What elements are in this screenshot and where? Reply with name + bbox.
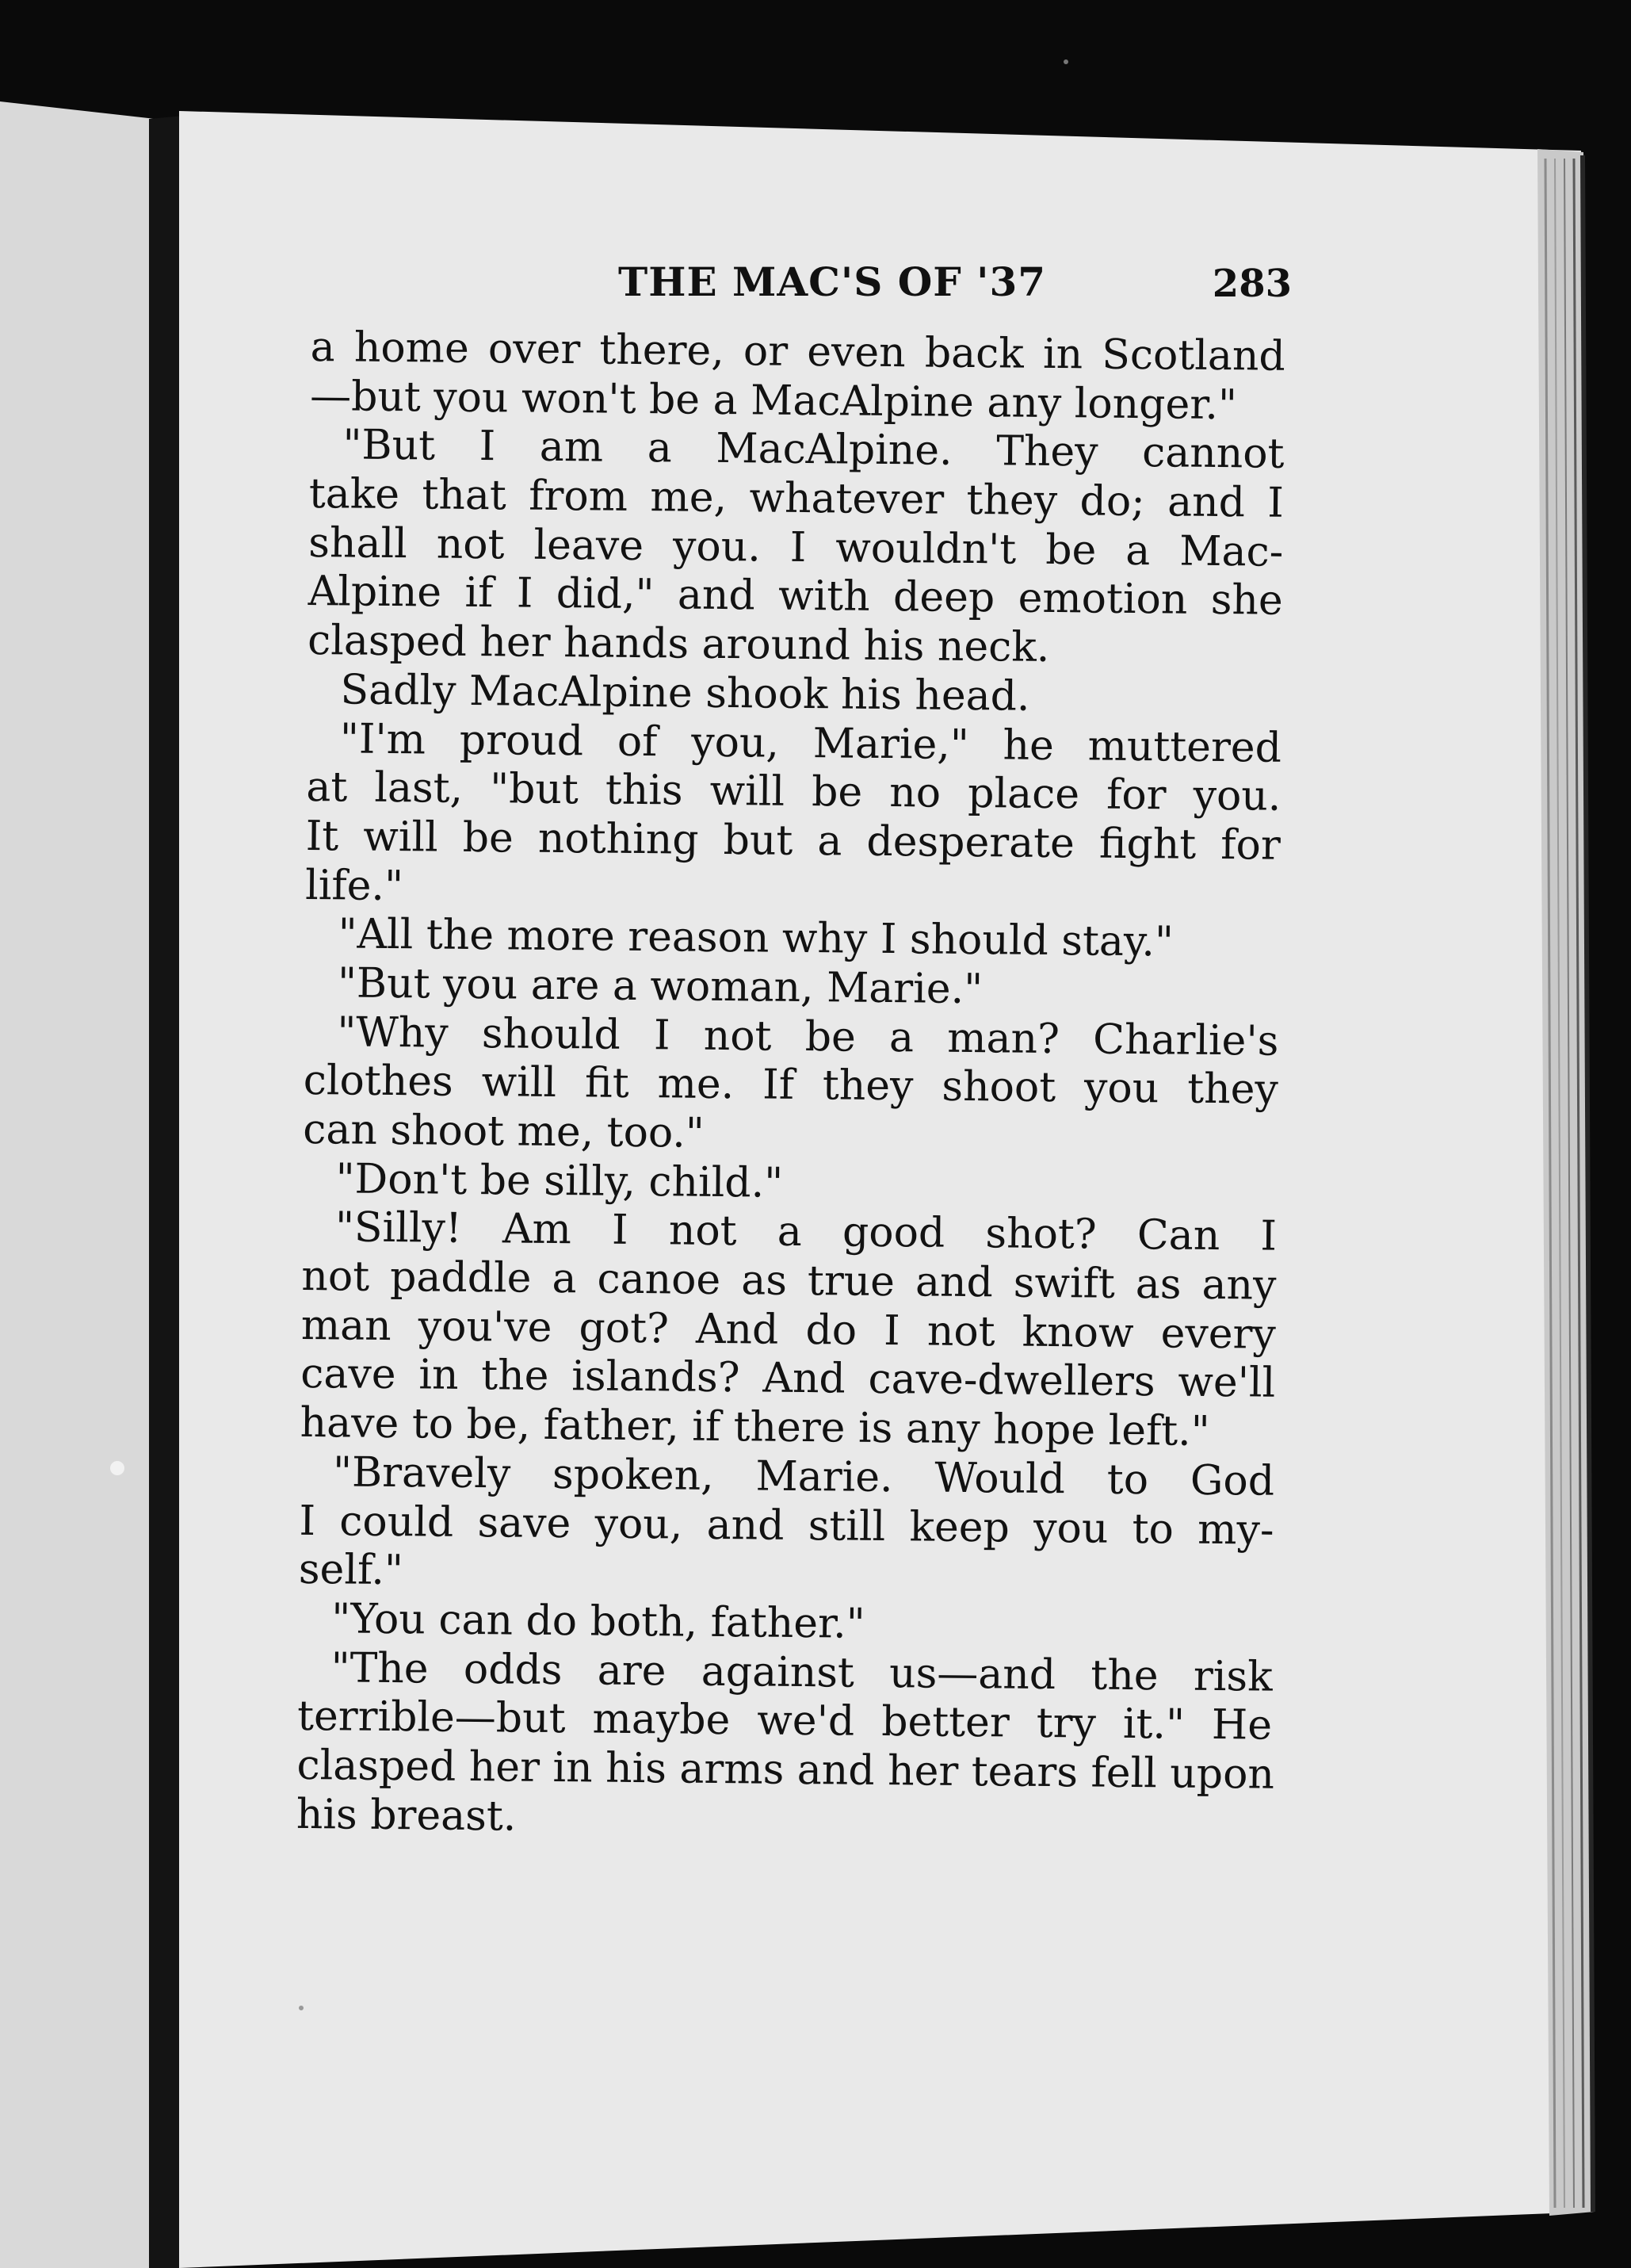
text-line: "But you are a woman, Marie." — [337, 959, 984, 1014]
text-line: Alpine if I did," and with deep emotion she — [307, 568, 1283, 625]
text-line: "All the more reason why I should stay." — [338, 910, 1175, 966]
text-line: not paddle a canoe as true and swift as any — [301, 1253, 1277, 1310]
text-line: "Why should I not be a man? Charlie's — [337, 1008, 1279, 1065]
text-line: take that from me, whatever they do; and I — [308, 470, 1285, 527]
text-line: self." — [298, 1546, 404, 1595]
page-number: 283 — [1212, 262, 1292, 306]
text-line: life." — [304, 861, 404, 910]
text-line: "You can do both, father." — [331, 1595, 865, 1648]
text-line: "But I am a MacAlpine. They cannot — [342, 421, 1285, 479]
text-line: I could save you, and still keep you to my- — [299, 1497, 1274, 1555]
body-text — [296, 323, 1285, 1849]
text-line: clothes will fit me. If they shoot you they — [303, 1057, 1279, 1115]
text-line: can shoot me, too." — [302, 1105, 705, 1157]
text-line: at last, "but this will be no place for you. — [306, 763, 1282, 820]
text-line: shall not leave you. I wouldn't be a Mac- — [308, 518, 1284, 576]
text-line: cave in the islands? And cave-dwellers we'll — [300, 1350, 1276, 1408]
text-line: clasped her in his arms and her tears fell upon — [296, 1741, 1275, 1799]
text-line: man you've got? And do I not know every — [300, 1301, 1277, 1359]
text-line: It will be nothing but a desperate fight for — [305, 812, 1282, 870]
running-head: THE MAC'S OF '37 — [618, 258, 1047, 305]
text-line: "Don't be silly, child." — [335, 1155, 784, 1207]
text-line: his breast. — [296, 1790, 517, 1841]
text-line: have to be, father, if there is any hope left." — [300, 1399, 1210, 1456]
text-line: a home over there, or even back in Scotland — [310, 323, 1285, 381]
page-header — [333, 252, 1292, 316]
text-line: "I'm proud of you, Marie," he muttered — [339, 714, 1282, 772]
text-line: clasped her hands around his neck. — [307, 617, 1050, 672]
text-line: —but you won't be a MacAlpine any longer." — [309, 372, 1238, 429]
text-line: "Bravely spoken, Marie. Would to God — [332, 1448, 1275, 1505]
text-line: "The odds are against us—and the risk — [330, 1643, 1273, 1701]
text-line: Sadly MacAlpine shook his head. — [340, 666, 1030, 721]
text-line: terrible—but maybe we'd better try it." He — [296, 1692, 1273, 1750]
text-line: "Silly! Am I not a good shot? Can I — [334, 1203, 1278, 1261]
